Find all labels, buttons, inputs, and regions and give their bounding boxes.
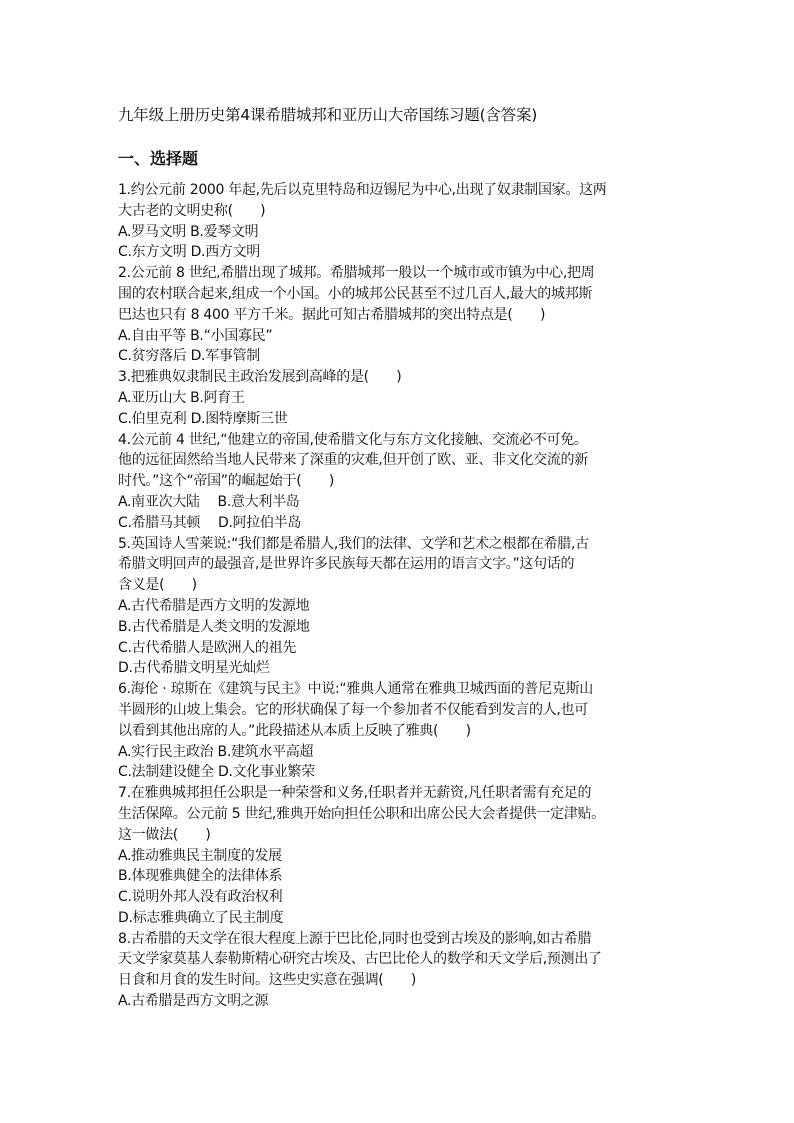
question-stem-line: 生活保障。公元前 5 世纪,雅典开始向担任公职和出席公民大会者提供一定津贴。: [118, 805, 605, 822]
answer-option-line: D.古代希腊文明星光灿烂: [118, 660, 270, 677]
answer-option-line: C.法制建设健全 D.文化事业繁荣: [118, 764, 315, 781]
question-6: [118, 679, 698, 783]
question-stem-line: 6.海伦 · 琼斯在《建筑与民主》中说:“雅典人通常在雅典卫城西面的普尼克斯山: [118, 681, 593, 698]
answer-option-line: C.希腊马其顿 D.阿拉伯半岛: [118, 514, 302, 531]
question-stem-line: 日食和月食的发生时间。这些史实意在强调( ): [118, 972, 417, 989]
question-stem-line: 这一做法( ): [118, 826, 211, 843]
question-stem-line: 1.约公元前 2000 年起,先后以克里特岛和迈锡尼为中心,出现了奴隶制国家。这两: [118, 182, 607, 198]
answer-option-line: A.古代希腊是西方文明的发源地: [118, 597, 310, 614]
question-7: [118, 783, 698, 929]
answer-option-line: A.自由平等 B.“小国寡民”: [118, 327, 273, 344]
answer-option-line: D.标志雅典确立了民主制度: [118, 909, 284, 926]
document-title: 九年级上册历史第4课希腊城邦和亚历山大帝国练习题(含答案): [118, 106, 538, 124]
question-stem-line: 3.把雅典奴隶制民主政治发展到高峰的是( ): [118, 369, 402, 386]
question-list: [118, 180, 698, 1012]
question-stem-line: 7.在雅典城邦担任公职是一种荣誉和义务,任职者并无薪资,凡任职者需有充足的: [118, 785, 592, 802]
answer-option-line: A.罗马文明 B.爱琴文明: [118, 223, 259, 240]
question-stem-line: 以看到其他出席的人。”此段描述从本质上反映了雅典( ): [118, 722, 471, 739]
answer-option-line: A.南亚次大陆 B.意大利半岛: [118, 493, 300, 510]
question-2: [118, 263, 698, 367]
answer-option-line: A.古希腊是西方文明之源: [118, 993, 269, 1010]
answer-option-line: C.贫穷落后 D.军事管制: [118, 348, 261, 365]
question-stem-line: 他的远征固然给当地人民带来了深重的灾难,但开创了欧、亚、非文化交流的新: [118, 452, 588, 469]
question-4: [118, 430, 698, 534]
question-stem-line: 希腊文明回声的最强音,是世界许多民族每天都在运用的语言文字。”这句话的: [118, 556, 575, 573]
question-3: [118, 367, 698, 429]
answer-option-line: C.伯里克利 D.图特摩斯三世: [118, 410, 288, 427]
question-8: [118, 929, 698, 1012]
question-stem-line: 半圆形的山坡上集会。它的形状确保了每一个参加者不仅能看到发言的人,也可: [118, 701, 588, 718]
answer-option-line: B.体现雅典健全的法律体系: [118, 868, 283, 885]
answer-option-line: A.亚历山大 B.阿育王: [118, 389, 245, 406]
answer-option-line: A.推动雅典民主制度的发展: [118, 847, 282, 864]
answer-option-line: B.古代希腊是人类文明的发源地: [118, 618, 310, 635]
answer-option-line: A.实行民主政治 B.建筑水平高超: [118, 743, 314, 760]
question-stem-line: 围的农村联合起来,组成一个小国。小的城邦公民甚至不过几百人,最大的城邦斯: [118, 285, 593, 302]
section-heading: 一、选择题: [118, 149, 199, 168]
question-stem-line: 大古老的文明史称( ): [118, 202, 266, 219]
question-5: [118, 534, 698, 680]
question-stem-line: 4.公元前 4 世纪,“他建立的帝国,使希腊文化与东方文化接触、交流必不可免。: [118, 431, 588, 448]
answer-option-line: C.说明外邦人没有政治权利: [118, 889, 283, 906]
answer-option-line: C.古代希腊人是欧洲人的祖先: [118, 639, 297, 656]
question-stem-line: 2.公元前 8 世纪,希腊出现了城邦。希腊城邦一般以一个城市或市镇为中心,把周: [118, 265, 595, 282]
answer-option-line: C.东方文明 D.西方文明: [118, 244, 261, 261]
question-stem-line: 含义是( ): [118, 577, 197, 594]
question-1: [118, 180, 698, 263]
question-stem-line: 5.英国诗人雪莱说:“我们都是希腊人,我们的法律、文学和艺术之根都在希腊,古: [118, 535, 589, 552]
question-stem-line: 8.古希腊的天文学在很大程度上源于巴比伦,同时也受到古埃及的影响,如古希腊: [118, 930, 592, 947]
question-stem-line: 时代。”这个“帝国”的崛起始于( ): [118, 473, 334, 490]
question-stem-line: 天文学家莫基人泰勒斯精心研究古埃及、古巴比伦人的数学和天文学后,预测出了: [118, 951, 602, 968]
question-stem-line: 巴达也只有 8 400 平方千米。据此可知古希腊城邦的突出特点是( ): [118, 306, 546, 323]
document-page: [118, 104, 698, 1012]
